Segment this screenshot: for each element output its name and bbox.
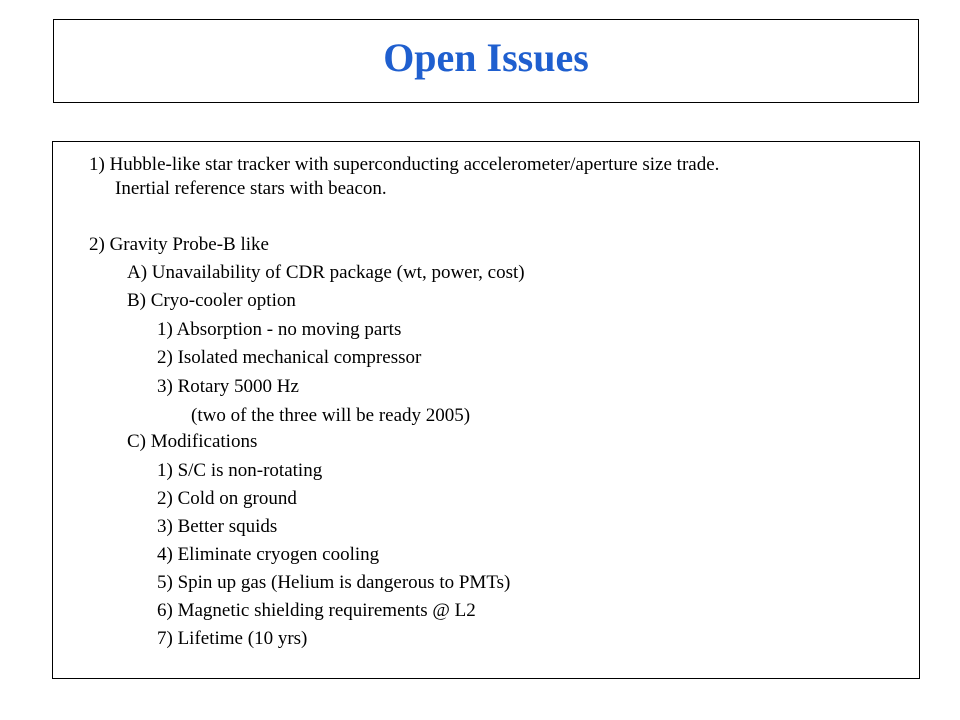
item-2: 2) Gravity Probe-B like (89, 234, 269, 255)
item-2b: B) Cryo-cooler option (127, 290, 296, 311)
item-1-continuation: Inertial reference stars with beacon. (115, 178, 387, 199)
item-2c-2: 2) Cold on ground (157, 488, 297, 509)
item-2a: A) Unavailability of CDR package (wt, power, cost) (127, 262, 525, 283)
item-2b-note: (two of the three will be ready 2005) (191, 405, 471, 426)
item-2c-6: 6) Magnetic shielding requirements @ L2 (157, 600, 476, 621)
content-box (52, 141, 920, 679)
item-2c-3: 3) Better squids (157, 516, 278, 537)
item-2b-3: 3) Rotary 5000 Hz (157, 376, 299, 397)
item-2c-4: 4) Eliminate cryogen cooling (157, 544, 380, 565)
item-2c-5: 5) Spin up gas (Helium is dangerous to PMTs) (157, 572, 511, 593)
item-2c: C) Modifications (127, 431, 258, 452)
title-box (53, 19, 919, 103)
slide-title: Open Issues (383, 35, 589, 80)
item-2c-7: 7) Lifetime (10 yrs) (157, 628, 308, 649)
item-2c-1: 1) S/C is non-rotating (157, 460, 323, 481)
item-2b-2: 2) Isolated mechanical compressor (157, 347, 422, 368)
item-2b-1: 1) Absorption - no moving parts (157, 319, 402, 340)
item-1: 1) Hubble-like star tracker with superconducting accelerometer/aperture size trade. (89, 154, 720, 175)
